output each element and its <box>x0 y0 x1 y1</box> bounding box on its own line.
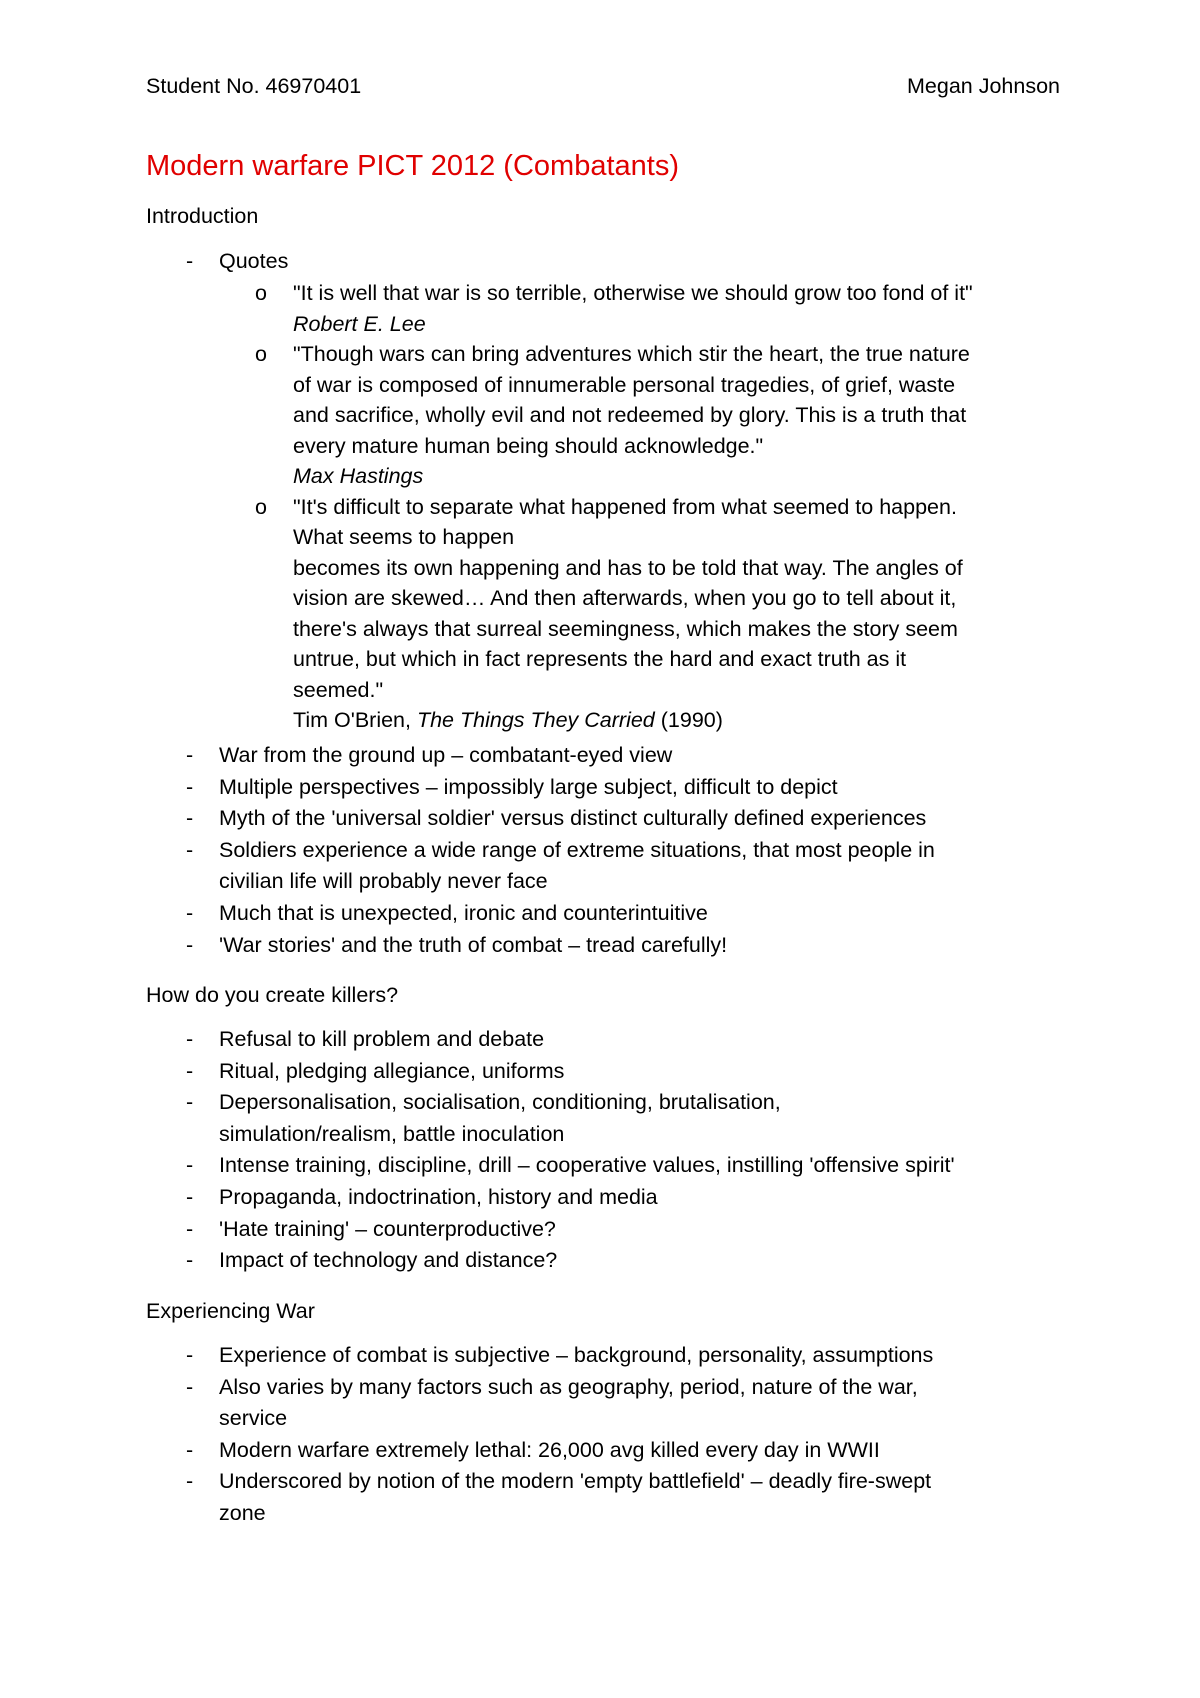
item-line: service <box>219 1406 288 1431</box>
quote-text: "It is well that war is so terrible, otherwise we should grow too fond of it" <box>293 281 973 305</box>
quote-line: seemed." <box>293 677 384 702</box>
list-item-quotes <box>0 246 1049 278</box>
book-title: The Things They Carried <box>416 708 655 732</box>
item-line: 'War stories' and the truth of combat – tread carefully! <box>219 932 728 957</box>
quote-line: and sacrifice, wholly evil and not redeemed by glory. This is a truth that <box>293 403 967 427</box>
sub-bullet: o <box>255 281 267 305</box>
quotes-label: Quotes <box>219 249 289 273</box>
list-item <box>0 1245 1049 1277</box>
book-year: (1990) <box>654 708 723 732</box>
dash-bullet: - <box>186 1184 194 1209</box>
dash-bullet: - <box>186 1216 194 1241</box>
dash-bullet: - <box>186 1090 194 1115</box>
item-line: 'Hate training' – counterproductive? <box>219 1216 556 1241</box>
quote-line: What seems to happen <box>293 525 515 549</box>
list-item <box>0 835 1049 898</box>
item-line: War from the ground up – combatant-eyed view <box>219 743 673 767</box>
item-line: Multiple perspectives – impossibly large subject, difficult to depict <box>219 774 838 799</box>
dash-bullet: - <box>186 1469 194 1494</box>
quote-item <box>0 492 1053 736</box>
dash-bullet: - <box>186 900 194 925</box>
list-item <box>0 772 1049 804</box>
quote-line: untrue, but which in fact represents the hard and exact truth as it <box>293 647 907 671</box>
dash-bullet: - <box>186 1437 194 1462</box>
list-item <box>0 1214 1049 1246</box>
dash-bullet: - <box>186 806 194 831</box>
item-line: zone <box>219 1500 266 1525</box>
list-item <box>0 898 1049 930</box>
page-title: Modern warfare PICT 2012 (Combatants) <box>146 150 679 182</box>
item-line: Experience of combat is subjective – background, personality, assumptions <box>219 1343 934 1367</box>
list-item <box>0 1087 1049 1150</box>
quote-author <box>293 705 1053 736</box>
list-item <box>0 1024 1049 1056</box>
dash-bullet: - <box>186 932 194 957</box>
dash-bullet: - <box>186 1248 194 1273</box>
item-line: Modern warfare extremely lethal: 26,000 avg killed every day in WWII <box>219 1437 880 1462</box>
item-line: simulation/realism, battle inoculation <box>219 1121 565 1146</box>
section-heading-experiencing-war: Experiencing War <box>146 1299 315 1323</box>
list-item <box>0 1056 1049 1088</box>
sub-bullet: o <box>255 342 267 366</box>
item-line: Soldiers experience a wide range of extreme situations, that most people in <box>219 837 935 862</box>
introduction-points <box>0 740 1049 961</box>
section-heading-create-killers: How do you create killers? <box>146 983 399 1007</box>
quote-author: Max Hastings <box>293 464 424 488</box>
section-heading-introduction: Introduction <box>146 204 259 228</box>
dash-bullet: - <box>186 837 194 862</box>
quote-author: Robert E. Lee <box>293 311 426 336</box>
list-item <box>0 803 1049 835</box>
dash-bullet: - <box>186 774 194 799</box>
quote-line: there's always that surreal seemingness, which makes the story seem <box>293 616 958 641</box>
quote-line: "Though wars can bring adventures which stir the heart, the true nature <box>293 342 970 366</box>
student-number: Student No. 46970401 <box>146 74 362 98</box>
item-line: Much that is unexpected, ironic and counterintuitive <box>219 900 708 925</box>
list-item <box>0 1340 1049 1372</box>
item-line: Also varies by many factors such as geography, period, nature of the war, <box>219 1374 918 1399</box>
list-item <box>0 1372 1049 1435</box>
quote-line: becomes its own happening and has to be told that way. The angles of <box>293 555 963 580</box>
introduction-list <box>0 246 1049 278</box>
item-line: Myth of the 'universal soldier' versus distinct culturally defined experiences <box>219 806 927 831</box>
sub-bullet: o <box>255 494 267 519</box>
author-prefix: Tim O'Brien, <box>293 708 417 732</box>
dash-bullet: - <box>186 1153 194 1178</box>
quote-item <box>0 339 1053 492</box>
dash-bullet: - <box>186 1374 194 1399</box>
quotes-list <box>0 278 1053 736</box>
item-line: Depersonalisation, socialisation, conditioning, brutalisation, <box>219 1090 781 1115</box>
quote-line: vision are skewed… And then afterwards, when you go to tell about it, <box>293 586 957 610</box>
quote-line: of war is composed of innumerable personal tragedies, of grief, waste <box>293 372 956 397</box>
list-item <box>0 1435 1049 1467</box>
quote-line: every mature human being should acknowledge." <box>293 433 764 458</box>
dash-bullet: - <box>186 1027 194 1051</box>
dash-bullet: - <box>186 743 194 767</box>
dash-bullet: - <box>186 1058 194 1083</box>
list-item <box>0 1150 1049 1182</box>
list-item <box>0 1466 1049 1529</box>
item-line: civilian life will probably never face <box>219 869 548 894</box>
item-line: Intense training, discipline, drill – cooperative values, instilling 'offensive spirit' <box>219 1153 955 1178</box>
dash-bullet: - <box>186 249 194 273</box>
quote-line: "It's difficult to separate what happened from what seemed to happen. <box>293 494 957 519</box>
item-line: Refusal to kill problem and debate <box>219 1027 545 1051</box>
dash-bullet: - <box>186 1343 194 1367</box>
list-item <box>0 1182 1049 1214</box>
item-line: Ritual, pledging allegiance, uniforms <box>219 1058 565 1083</box>
item-line: Underscored by notion of the modern 'empty battlefield' – deadly fire-swept <box>219 1469 932 1494</box>
quote-item <box>0 278 1053 339</box>
item-line: Propaganda, indoctrination, history and media <box>219 1184 658 1209</box>
student-name: Megan Johnson <box>907 74 1060 98</box>
list-item <box>0 930 1049 962</box>
experiencing-war-list <box>0 1340 1049 1530</box>
page-header <box>146 72 1060 100</box>
list-item <box>0 740 1049 772</box>
create-killers-list <box>0 1024 1049 1277</box>
item-line: Impact of technology and distance? <box>219 1248 558 1273</box>
